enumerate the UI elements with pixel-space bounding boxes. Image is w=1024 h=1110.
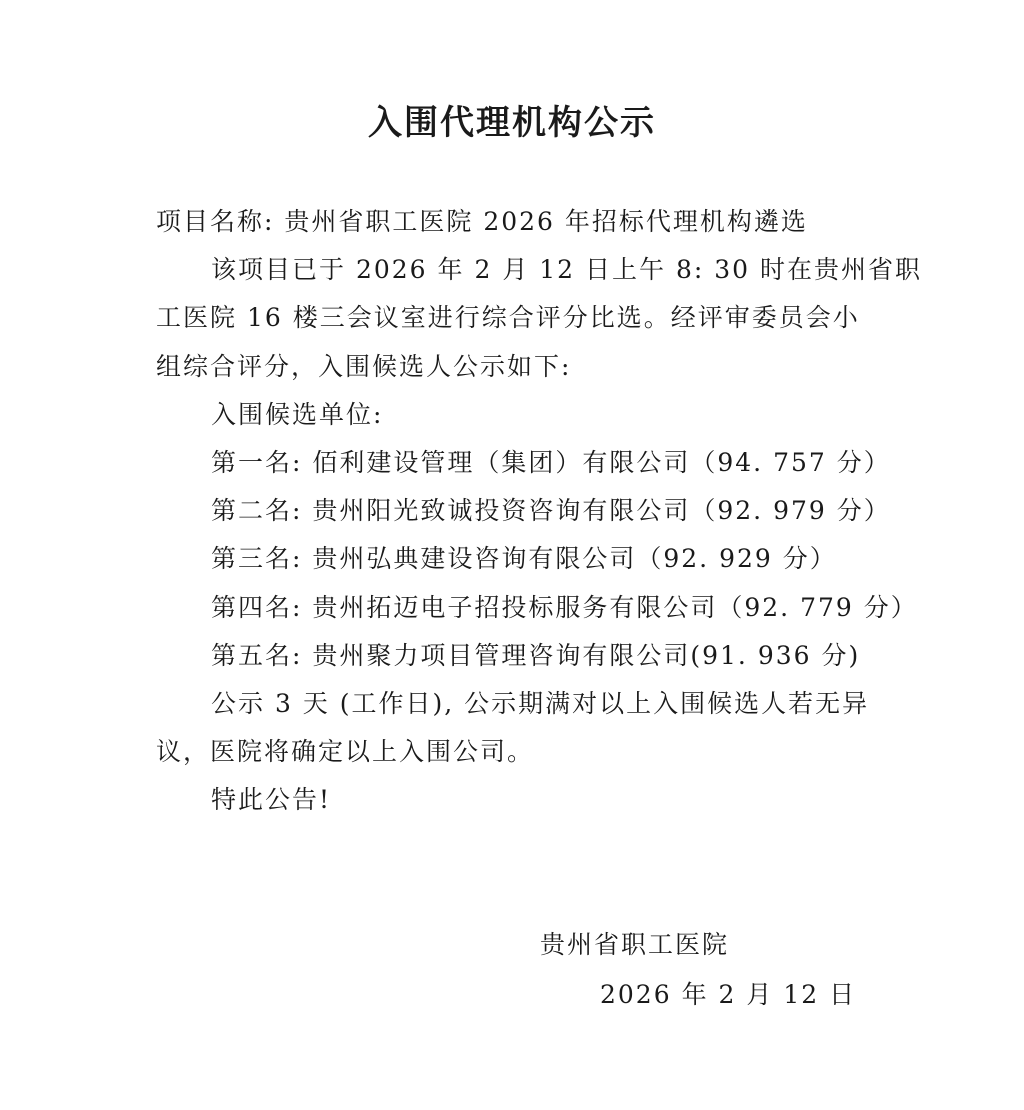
signature-organization: 贵州省职工医院 — [540, 930, 730, 959]
notice-line: 议，医院将确定以上入围公司。 — [156, 737, 535, 767]
document-title: 入围代理机构公示 — [368, 103, 656, 143]
intro-line: 组综合评分，入围候选人公示如下: — [156, 351, 572, 381]
closing-line: 特此公告! — [211, 785, 332, 815]
candidate-item: 第二名: 贵州阳光致诚投资咨询有限公司（92. 979 分） — [211, 496, 891, 526]
candidate-item: 第四名: 贵州拓迈电子招投标服务有限公司（92. 779 分） — [211, 592, 918, 622]
notice-line: 公示 3 天 (工作日), 公示期满对以上入围候选人若无异 — [211, 689, 870, 719]
document-body — [156, 198, 923, 825]
intro-line: 工医院 16 楼三会议室进行综合评分比选。经评审委员会小 — [156, 303, 860, 333]
candidate-item: 第一名: 佰利建设管理（集团）有限公司（94. 757 分） — [211, 448, 891, 478]
candidate-item: 第三名: 贵州弘典建设咨询有限公司（92. 929 分） — [211, 544, 837, 574]
candidate-item: 第五名: 贵州聚力项目管理咨询有限公司(91. 936 分) — [211, 640, 861, 670]
candidates-heading: 入围候选单位: — [211, 399, 384, 429]
intro-line: 该项目已于 2026 年 2 月 12 日上午 8: 30 时在贵州省职 — [211, 255, 923, 285]
signature-date: 2026 年 2 月 12 日 — [600, 980, 857, 1009]
project-name-line: 项目名称: 贵州省职工医院 2026 年招标代理机构遴选 — [156, 207, 808, 236]
